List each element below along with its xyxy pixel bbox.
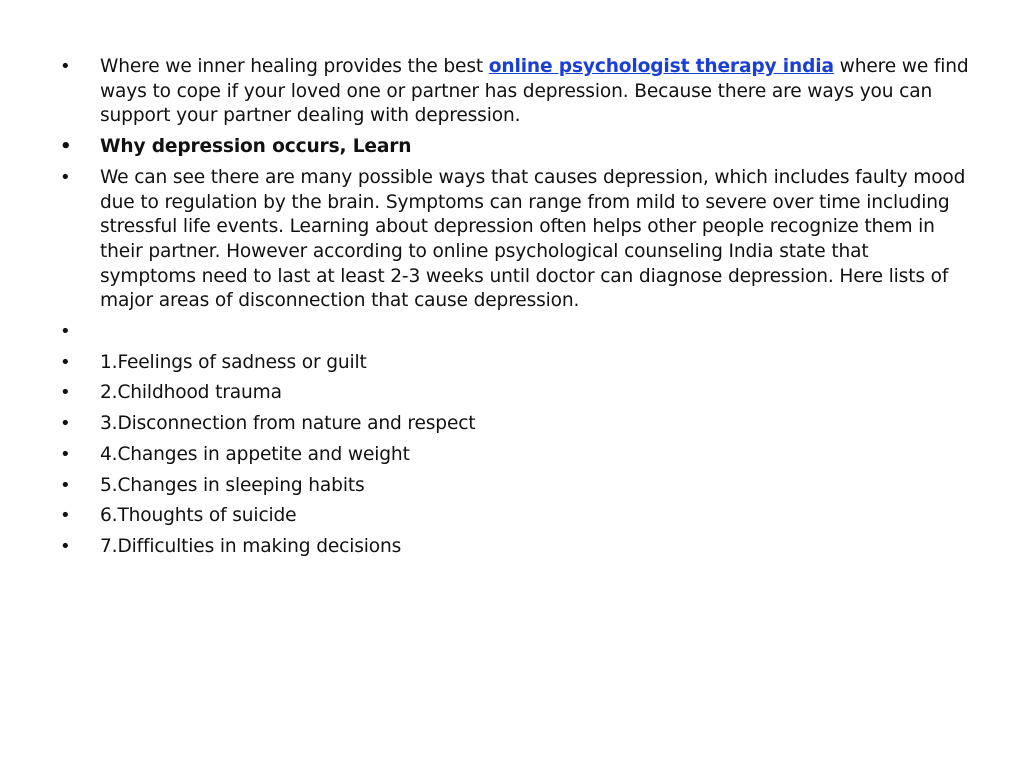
list-item (60, 474, 970, 499)
list-item (60, 535, 970, 560)
list-item-text: 4.Changes in appetite and weight (100, 443, 410, 465)
bullet-paragraph (60, 166, 970, 314)
list-item-text: 2.Childhood trauma (100, 382, 282, 404)
list-item-text: 6.Thoughts of suicide (100, 505, 297, 527)
bullet-list (60, 55, 970, 566)
list-item (60, 443, 970, 468)
bullet-heading (60, 135, 970, 160)
bullet-intro (60, 55, 970, 129)
list-item-text: 1.Feelings of sadness or guilt (100, 351, 367, 373)
list-item (60, 412, 970, 437)
section-heading: Why depression occurs, Learn (100, 136, 412, 158)
list-item (60, 351, 970, 376)
intro-text-after: where we find ways to cope if your loved one or partner has depression. Because there are ways you can support your partner dealing with depression. (100, 56, 969, 127)
list-item-text: 5.Changes in sleeping habits (100, 474, 365, 496)
intro-text-before: Where we inner healing provides the best (100, 56, 489, 77)
list-item-text: 3.Disconnection from nature and respect (100, 413, 476, 435)
list-item (60, 504, 970, 529)
therapy-link[interactable]: online psychologist therapy india (488, 56, 834, 77)
paragraph-text: We can see there are many possible ways that causes depression, which includes faulty mood due to regulation by the brain. Symptoms can range from mild to severe over time including stressful life events. Learning about depression often helps other people recognize them in their partner. However according to online psychological counseling India state that symptoms need to last at least 2-3 weeks until doctor can diagnose depression. Here lists of major areas of disconnection that cause depression. (100, 166, 966, 312)
bullet-empty (60, 320, 970, 345)
list-item (60, 381, 970, 406)
list-item-text: 7.Difficulties in making decisions (100, 535, 402, 557)
